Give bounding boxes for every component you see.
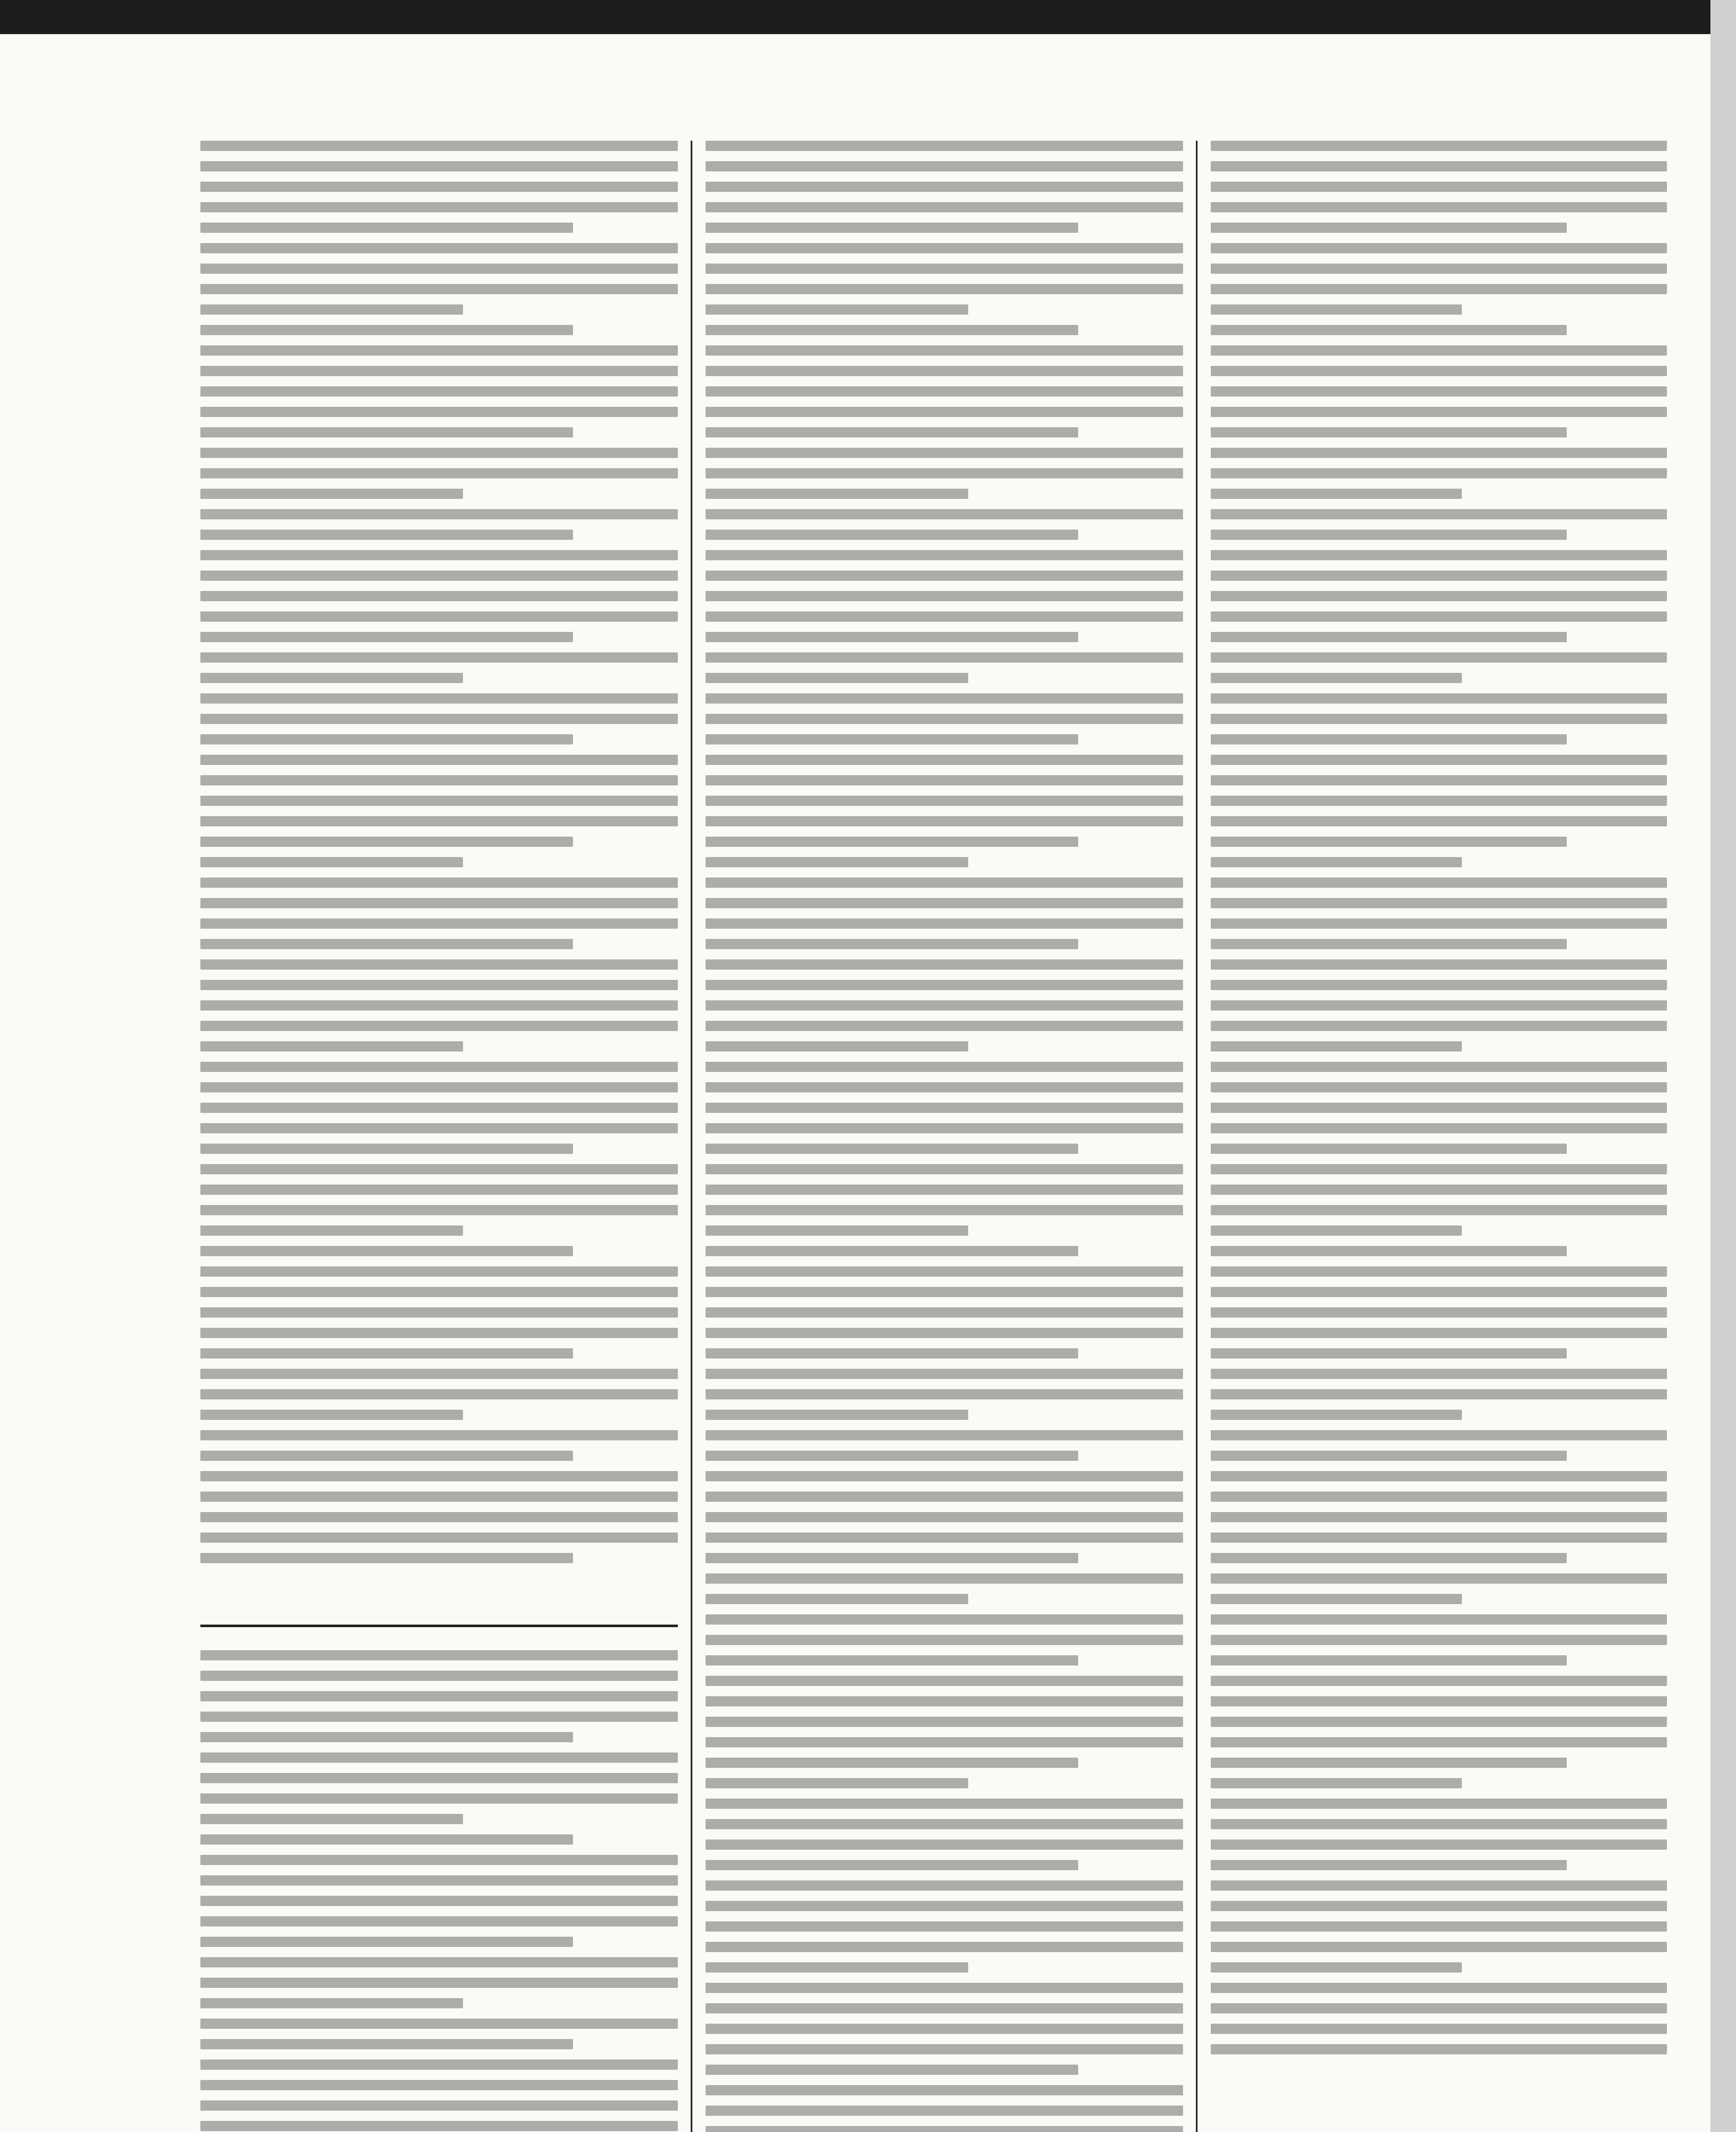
text-line [200,673,463,683]
text-line [1211,1839,1667,1850]
text-line [200,1834,573,1845]
text-line [706,1041,968,1052]
text-line [200,1671,678,1681]
text-line [200,918,678,929]
text-line [706,1737,1183,1747]
text-line [706,1266,1183,1277]
text-line [706,468,1183,478]
text-line [1211,1880,1667,1891]
text-line [706,1144,1078,1154]
text-line [200,980,678,990]
text-line [1211,1369,1667,1379]
text-line [1211,775,1667,785]
text-line [1211,1492,1667,1502]
text-line [1211,1000,1667,1011]
text-line [1211,1942,1667,1952]
text-line [706,243,1183,253]
text-line [706,1369,1183,1379]
text-line [200,1773,678,1783]
text-line [706,878,1183,888]
text-line [706,673,968,683]
text-line [1211,202,1667,212]
text-line [706,1880,1183,1891]
text-line [200,366,678,376]
text-line [1211,1205,1667,1215]
text-line [200,939,573,949]
text-line [1211,1860,1567,1870]
text-line [200,1041,463,1052]
text-line [706,530,1078,540]
text-line [1211,1144,1567,1154]
text-line [1211,1573,1667,1584]
text-line [706,1860,1078,1870]
text-line [1211,2003,1667,2013]
text-line [706,1348,1078,1359]
text-line [706,1819,1183,1829]
text-line [706,2024,1183,2034]
text-line [1211,345,1667,356]
text-line [1211,1983,1667,1993]
column-left [200,141,678,2132]
text-line [200,796,678,806]
text-line [200,611,678,622]
text-line [1211,468,1667,478]
text-line [1211,1676,1667,1686]
text-line [706,1451,1078,1461]
text-line [200,959,678,970]
text-line [200,755,678,765]
text-line [200,837,573,847]
text-line [1211,571,1667,581]
text-line [706,837,1078,847]
text-line [200,468,678,478]
text-line [706,1962,968,1973]
text-line [200,407,678,417]
text-line [1211,1041,1462,1052]
text-line [1211,530,1567,540]
text-line [1211,1451,1567,1461]
text-line [200,1855,678,1865]
text-line [1211,1553,1567,1563]
text-line [200,1451,573,1461]
text-line [706,427,1078,437]
text-line [706,161,1183,171]
text-line [706,1287,1183,1297]
text-line [200,1307,678,1318]
text-line [200,1144,573,1154]
text-line [706,918,1183,929]
text-line [706,1123,1183,1133]
text-line [1211,141,1667,151]
text-line [706,1246,1078,1256]
text-line [706,714,1183,724]
text-line [706,2126,1183,2132]
text-line [1211,304,1462,315]
text-line [706,693,1183,704]
text-line [1211,1901,1667,1911]
text-line [706,1921,1183,1932]
text-line [200,427,573,437]
text-line [1211,693,1667,704]
text-line [706,980,1183,990]
text-line [706,652,1183,663]
text-block [706,141,1183,2132]
text-line [200,591,678,601]
text-line [200,1389,678,1399]
text-line [200,1998,463,2008]
text-line [706,1901,1183,1911]
text-line [1211,325,1567,335]
text-line [706,1103,1183,1113]
text-line [1211,161,1667,171]
text-line [200,775,678,785]
text-line [200,1369,678,1379]
text-line [706,2106,1183,2116]
text-line [706,591,1183,601]
text-line [200,1123,678,1133]
text-line [200,816,678,826]
text-line [706,550,1183,560]
text-line [200,2121,678,2131]
text-line [200,345,678,356]
section-separator [200,1625,678,1627]
text-line [706,1430,1183,1440]
text-line [1211,755,1667,765]
text-line [706,264,1183,274]
text-line [200,1732,573,1742]
text-line [200,1553,573,1563]
text-line [200,1410,463,1420]
text-line [200,448,678,458]
text-line [706,796,1183,806]
text-line [1211,243,1667,253]
text-line [1211,837,1567,847]
text-line [200,1937,573,1947]
text-line [200,530,573,540]
text-line [1211,1799,1667,1809]
text-line [1211,816,1667,826]
text-line [706,1471,1183,1481]
text-line [1211,1185,1667,1195]
text-line [706,2085,1183,2095]
text-line [706,1307,1183,1318]
text-line [706,223,1078,233]
text-line [1211,1717,1667,1727]
text-line [200,223,573,233]
text-line [706,1328,1183,1338]
text-line [706,202,1183,212]
text-line [200,1164,678,1174]
text-line [1211,1389,1667,1399]
text-line [1211,918,1667,929]
text-line [200,652,678,663]
text-line [1211,714,1667,724]
text-line [1211,939,1567,949]
text-line [200,1916,678,1926]
text-line [706,489,968,499]
text-line [200,1492,678,1502]
text-line [1211,1164,1667,1174]
text-line [1211,898,1667,908]
text-line [1211,550,1667,560]
text-line [706,1389,1183,1399]
text-line [200,1691,678,1701]
text-line [1211,1410,1462,1420]
text-block [1211,141,1667,2065]
text-line [200,1246,573,1256]
text-line [706,1021,1183,1031]
text-line [706,1696,1183,1706]
text-line [1211,1266,1667,1277]
text-line [706,1983,1183,1993]
text-line [200,1793,678,1804]
text-line [200,1266,678,1277]
text-line [1211,1348,1567,1359]
text-line [706,1000,1183,1011]
text-line [1211,1737,1667,1747]
text-line [1211,878,1667,888]
text-line [706,1676,1183,1686]
text-line [1211,1778,1462,1788]
text-line [200,1021,678,1031]
text-line [706,2044,1183,2054]
text-line [1211,1225,1462,1236]
text-line [706,1410,968,1420]
text-line [1211,652,1667,663]
text-line [200,2019,678,2029]
text-line [1211,2024,1667,2034]
text-line [200,1712,678,1722]
text-line [200,386,678,397]
scan-edge-right [1710,0,1736,2132]
text-line [1211,1246,1567,1256]
text-line [1211,1307,1667,1318]
text-line [706,571,1183,581]
text-line [1211,386,1667,397]
text-line [200,202,678,212]
text-line [200,1753,678,1763]
text-line [706,755,1183,765]
text-line [1211,1655,1567,1666]
text-line [200,1185,678,1195]
text-line [200,1957,678,1967]
text-line [200,1650,678,1660]
text-line [1211,1471,1667,1481]
text-line [200,1512,678,1522]
text-line [706,1225,968,1236]
text-line [706,959,1183,970]
text-line [200,264,678,274]
text-line [706,366,1183,376]
text-line [706,1717,1183,1727]
text-line [706,632,1078,642]
text-line [706,141,1183,151]
text-line [1211,2044,1667,2054]
text-line [1211,959,1667,970]
text-line [706,345,1183,356]
text-line [200,1103,678,1113]
column-rule [1196,141,1198,2132]
text-line [706,2065,1078,2075]
text-line [706,898,1183,908]
text-line [1211,1082,1667,1092]
text-line [200,1082,678,1092]
text-line [1211,1021,1667,1031]
text-line [706,1839,1183,1850]
text-line [706,1185,1183,1195]
text-line [706,1614,1183,1625]
text-line [1211,366,1667,376]
text-line [200,284,678,294]
text-line [706,1778,968,1788]
text-line [200,1348,573,1359]
text-line [200,1062,678,1072]
text-line [200,1328,678,1338]
text-line [706,407,1183,417]
text-line [1211,796,1667,806]
text-line [200,734,573,744]
text-line [706,1532,1183,1543]
text-line [1211,407,1667,417]
text-line [1211,1594,1462,1604]
text-line [706,1758,1078,1768]
text-line [706,1799,1183,1809]
text-line [200,1896,678,1906]
text-line [706,509,1183,519]
text-line [706,1553,1078,1563]
newspaper-page [200,141,1667,2132]
text-line [706,182,1183,192]
text-line [200,1225,463,1236]
text-line [706,448,1183,458]
text-line [1211,1614,1667,1625]
text-line [200,304,463,315]
text-line [706,1512,1183,1522]
text-line [200,1430,678,1440]
text-line [1211,223,1567,233]
text-line [1211,1635,1667,1645]
text-line [1211,980,1667,990]
text-line [1211,264,1667,274]
text-line [200,141,678,151]
text-line [1211,1819,1667,1829]
text-line [200,632,573,642]
text-line [200,693,678,704]
text-line [1211,427,1567,437]
text-line [200,1875,678,1886]
column-right [1211,141,1667,2132]
text-line [200,509,678,519]
text-line [706,1594,968,1604]
text-line [1211,1328,1667,1338]
text-line [1211,734,1567,744]
text-line [200,878,678,888]
text-line [1211,448,1667,458]
text-line [1211,1123,1667,1133]
column-rule [691,141,692,2132]
text-line [200,714,678,724]
text-line [706,939,1078,949]
text-line [706,1082,1183,1092]
text-line [1211,1287,1667,1297]
text-line [200,1814,463,1824]
text-line [706,775,1183,785]
text-line [200,2060,678,2070]
text-line [200,857,463,867]
text-line [200,243,678,253]
text-line [1211,509,1667,519]
text-line [200,182,678,192]
text-line [706,611,1183,622]
text-line [706,734,1078,744]
text-line [706,1635,1183,1645]
text-line [706,1205,1183,1215]
text-line [200,1205,678,1215]
text-line [200,2100,678,2111]
text-line [706,1164,1183,1174]
text-line [706,284,1183,294]
scan-edge-top [0,0,1736,34]
text-line [1211,1430,1667,1440]
text-line [1211,632,1567,642]
text-line [706,386,1183,397]
text-block [200,1650,678,2132]
text-line [200,571,678,581]
text-line [1211,489,1462,499]
text-line [1211,673,1462,683]
text-line [706,1942,1183,1952]
text-line [200,489,463,499]
text-line [706,1573,1183,1584]
text-line [706,304,968,315]
text-line [706,816,1183,826]
text-line [200,898,678,908]
text-line [1211,591,1667,601]
text-line [1211,1921,1667,1932]
text-line [200,325,573,335]
text-line [1211,1062,1667,1072]
text-line [200,1532,678,1543]
text-block [200,141,678,1573]
text-line [1211,284,1667,294]
text-line [1211,1532,1667,1543]
text-line [200,161,678,171]
text-line [200,1471,678,1481]
text-line [1211,1696,1667,1706]
text-line [706,2003,1183,2013]
text-line [200,1978,678,1988]
text-line [1211,1758,1567,1768]
text-line [200,1000,678,1011]
text-line [706,1492,1183,1502]
text-line [706,325,1078,335]
text-line [200,2039,573,2049]
text-line [1211,857,1462,867]
text-line [1211,182,1667,192]
text-line [1211,1103,1667,1113]
column-middle [706,141,1183,2132]
text-line [706,1062,1183,1072]
text-line [1211,611,1667,622]
text-line [1211,1512,1667,1522]
text-line [706,1655,1078,1666]
text-line [200,1287,678,1297]
text-line [200,550,678,560]
text-line [1211,1962,1462,1973]
text-line [200,2080,678,2090]
text-line [706,857,968,867]
